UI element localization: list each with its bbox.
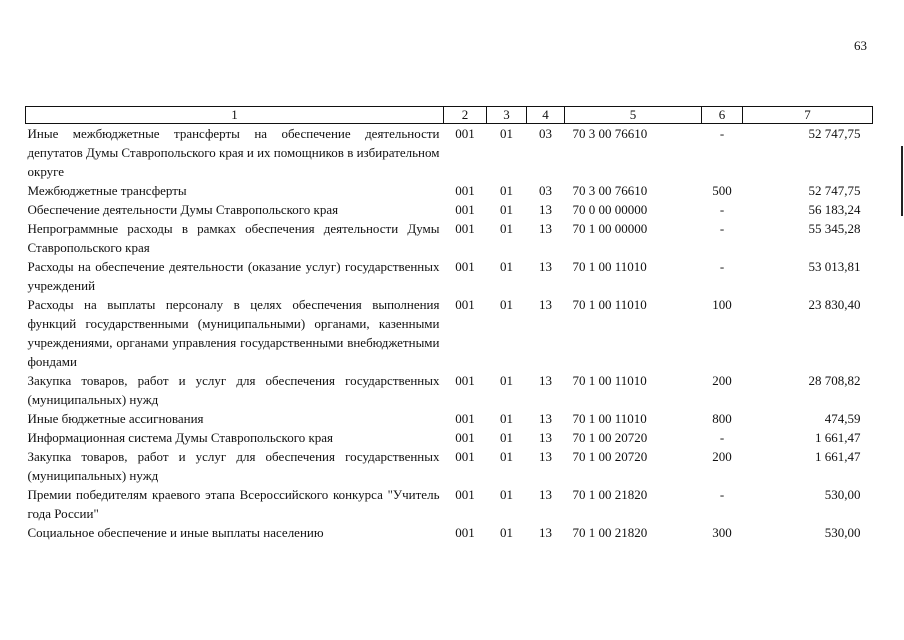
row-col-3: 01 xyxy=(500,487,513,502)
row-col-7: 1 661,47 xyxy=(815,449,861,464)
row-col-7: 56 183,24 xyxy=(808,202,861,217)
row-col-6: - xyxy=(719,202,725,217)
row-col-5: 70 0 00 00000 xyxy=(572,202,648,217)
row-col-4: 13 xyxy=(539,411,552,426)
row-col-6: - xyxy=(719,259,725,274)
row-col-4: 13 xyxy=(539,430,552,445)
row-col-4: 13 xyxy=(539,297,552,312)
row-col-6: 100 xyxy=(712,297,732,312)
row-col-6: - xyxy=(719,487,725,502)
table-row xyxy=(26,523,873,542)
row-col-4: 13 xyxy=(539,373,552,388)
header-col-4: 4 xyxy=(527,107,565,124)
table-row xyxy=(26,257,873,295)
row-col-5: 70 1 00 20720 xyxy=(572,449,648,464)
row-col-3: 01 xyxy=(500,126,513,141)
header-col-5: 5 xyxy=(565,107,702,124)
row-col-7: 530,00 xyxy=(824,487,861,502)
row-col-4: 13 xyxy=(539,449,552,464)
header-col-6: 6 xyxy=(702,107,743,124)
table-row xyxy=(26,124,873,182)
row-name: Расходы на обеспечение деятельности (оказание услуг) государственных учреждений xyxy=(27,259,440,293)
row-col-6: 300 xyxy=(712,525,732,540)
row-name: Обеспечение деятельности Думы Ставропольского края xyxy=(27,202,339,217)
row-col-6: - xyxy=(719,430,725,445)
row-col-5: 70 1 00 21820 xyxy=(572,525,648,540)
table-row xyxy=(26,409,873,428)
row-col-4: 03 xyxy=(539,183,552,198)
row-name: Иные межбюджетные трансферты на обеспечение деятельности депутатов Думы Ставропольского края и их помощников в избирательном округе xyxy=(27,126,440,179)
table-row xyxy=(26,447,873,485)
row-col-7: 474,59 xyxy=(824,411,861,426)
row-col-2: 001 xyxy=(455,411,475,426)
table-row xyxy=(26,200,873,219)
row-col-5: 70 1 00 00000 xyxy=(572,221,648,236)
row-col-2: 001 xyxy=(455,297,475,312)
header-col-2: 2 xyxy=(444,107,487,124)
row-col-6: - xyxy=(719,126,725,141)
table-row xyxy=(26,428,873,447)
row-col-5: 70 1 00 11010 xyxy=(572,411,647,426)
row-col-7: 530,00 xyxy=(824,525,861,540)
row-col-6: 200 xyxy=(712,373,732,388)
row-col-6: 200 xyxy=(712,449,732,464)
row-col-2: 001 xyxy=(455,449,475,464)
row-col-3: 01 xyxy=(500,525,513,540)
row-col-2: 001 xyxy=(455,202,475,217)
row-col-5: 70 1 00 20720 xyxy=(572,430,648,445)
row-col-3: 01 xyxy=(500,430,513,445)
table-row xyxy=(26,295,873,371)
row-name: Расходы на выплаты персоналу в целях обеспечения выполнения функций государственными (муниципальными) органами, казенными учреждениями, органами управления государственными внебюджетными фондами xyxy=(27,297,440,369)
row-col-5: 70 1 00 11010 xyxy=(572,297,647,312)
header-col-7: 7 xyxy=(743,107,873,124)
row-col-7: 28 708,82 xyxy=(808,373,861,388)
row-col-4: 13 xyxy=(539,525,552,540)
row-col-3: 01 xyxy=(500,221,513,236)
row-col-5: 70 1 00 21820 xyxy=(572,487,648,502)
row-col-4: 03 xyxy=(539,126,552,141)
header-col-1: 1 xyxy=(26,107,444,124)
row-col-5: 70 1 00 11010 xyxy=(572,373,647,388)
row-col-3: 01 xyxy=(500,411,513,426)
row-name: Премии победителям краевого этапа Всероссийского конкурса "Учитель года России" xyxy=(27,487,440,521)
row-col-6: 500 xyxy=(712,183,732,198)
row-col-6: 800 xyxy=(712,411,732,426)
row-col-2: 001 xyxy=(455,525,475,540)
row-col-2: 001 xyxy=(455,373,475,388)
row-name: Межбюджетные трансферты xyxy=(27,183,187,198)
row-col-6: - xyxy=(719,221,725,236)
row-col-4: 13 xyxy=(539,487,552,502)
row-name: Иные бюджетные ассигнования xyxy=(27,411,204,426)
row-col-3: 01 xyxy=(500,297,513,312)
margin-mark xyxy=(901,146,903,216)
table-row xyxy=(26,371,873,409)
table-row xyxy=(26,219,873,257)
row-col-2: 001 xyxy=(455,183,475,198)
row-name: Социальное обеспечение и иные выплаты населению xyxy=(27,525,324,540)
header-row xyxy=(26,107,873,124)
row-col-5: 70 3 00 76610 xyxy=(572,183,648,198)
row-col-3: 01 xyxy=(500,449,513,464)
row-col-3: 01 xyxy=(500,259,513,274)
row-col-7: 53 013,81 xyxy=(808,259,861,274)
table-header xyxy=(26,107,873,124)
row-name: Информационная система Думы Ставропольского края xyxy=(27,430,334,445)
row-col-2: 001 xyxy=(455,487,475,502)
row-col-7: 55 345,28 xyxy=(808,221,861,236)
page-number: 63 xyxy=(854,38,867,53)
row-col-4: 13 xyxy=(539,202,552,217)
row-col-2: 001 xyxy=(455,221,475,236)
row-name: Непрограммные расходы в рамках обеспечения деятельности Думы Ставропольского края xyxy=(27,221,440,255)
row-col-5: 70 1 00 11010 xyxy=(572,259,647,274)
row-col-2: 001 xyxy=(455,430,475,445)
row-col-2: 001 xyxy=(455,126,475,141)
row-name: Закупка товаров, работ и услуг для обеспечения государственных (муниципальных) нужд xyxy=(27,373,440,407)
row-col-4: 13 xyxy=(539,221,552,236)
row-col-5: 70 3 00 76610 xyxy=(572,126,648,141)
row-name: Закупка товаров, работ и услуг для обеспечения государственных (муниципальных) нужд xyxy=(27,449,440,483)
row-col-7: 52 747,75 xyxy=(808,126,861,141)
row-col-4: 13 xyxy=(539,259,552,274)
table-row xyxy=(26,485,873,523)
row-col-7: 52 747,75 xyxy=(808,183,861,198)
budget-table xyxy=(25,106,873,542)
row-col-2: 001 xyxy=(455,259,475,274)
table-row xyxy=(26,181,873,200)
header-col-3: 3 xyxy=(487,107,527,124)
row-col-7: 23 830,40 xyxy=(808,297,861,312)
table-body xyxy=(26,124,873,543)
row-col-7: 1 661,47 xyxy=(815,430,861,445)
row-col-3: 01 xyxy=(500,202,513,217)
row-col-3: 01 xyxy=(500,373,513,388)
row-col-3: 01 xyxy=(500,183,513,198)
